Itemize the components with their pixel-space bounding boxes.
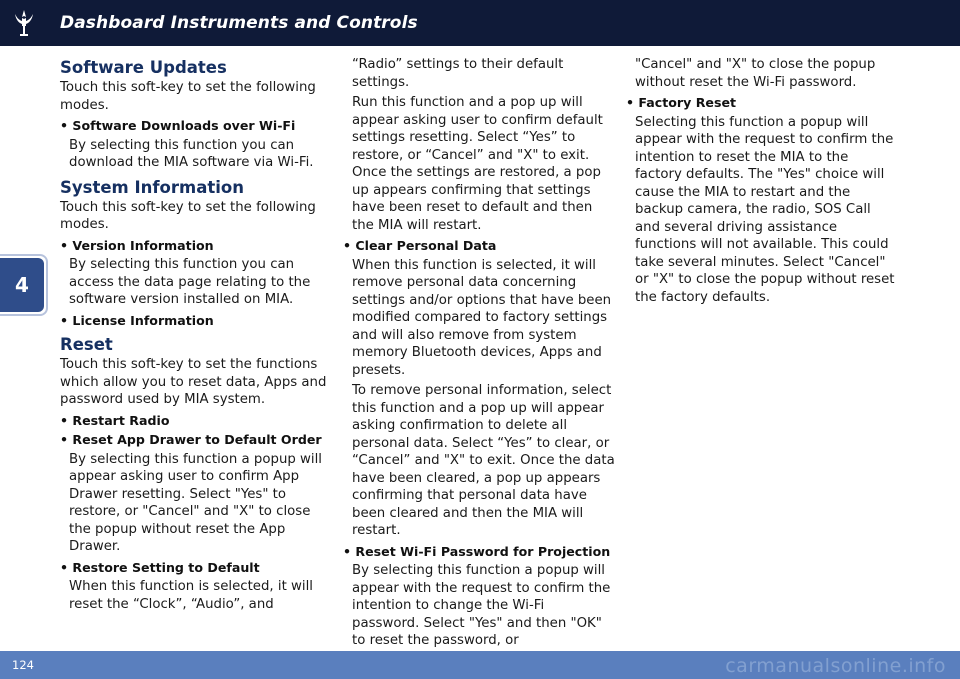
page-header xyxy=(0,0,960,46)
watermark: carmanualsonline.info xyxy=(725,655,946,677)
section-title-reset: Reset xyxy=(60,335,113,354)
paragraph: By selecting this function a popup will appear asking user to confirm App Drawer resetting. Select "Yes" to restore, or "Cancel" and "X" to close the popup without reset the App Drawer. xyxy=(69,451,322,554)
bullet-license-information: • License Information xyxy=(60,312,214,328)
paragraph: Touch this soft-key to set the following modes. xyxy=(60,80,316,113)
bullet-software-downloads: • Software Downloads over Wi-Fi xyxy=(60,118,296,133)
paragraph: Touch this soft-key to set the following modes. xyxy=(60,199,316,232)
bullet-reset-wifi-password: • Reset Wi-Fi Password for Projection xyxy=(343,543,611,559)
paragraph: Touch this soft-key to set the functions which allow you to reset data, Apps and password used by MIA system. xyxy=(60,357,327,407)
paragraph: By selecting this function you can access the data page relating to the software version installed on MIA. xyxy=(69,257,311,307)
paragraph: When this function is selected, it will remove personal data concerning settings and/or options that have been modified compared to factory settings and will also remove from system memory Bluetooth devices, Apps and presets. xyxy=(352,257,612,378)
section-title-system-information: System Information xyxy=(60,177,244,197)
header-title: Dashboard Instruments and Controls xyxy=(60,13,418,33)
column-3 xyxy=(626,56,896,309)
paragraph: By selecting this function a popup will appear with the request to confirm the intention to change the Wi-Fi password. Select "Yes" and then "OK" to reset the password, or xyxy=(352,563,611,648)
bullet-clear-personal-data: • Clear Personal Data xyxy=(343,238,497,253)
bullet-restore-setting: • Restore Setting to Default xyxy=(60,559,260,575)
chapter-tab: 4 xyxy=(0,258,44,312)
bullet-reset-app-drawer: • Reset App Drawer to Default Order xyxy=(60,432,322,447)
paragraph: By selecting this function you can download the MIA software via Wi-Fi. xyxy=(69,137,314,170)
section-title-software-updates: Software Updates xyxy=(60,58,227,77)
page-footer xyxy=(0,651,960,679)
paragraph: Selecting this function a popup will appear with the request to confirm the intention to reset the MIA to the factory defaults. The "Yes" choice will cause the MIA to restart and the backup camera, the radio, SOS Call and several driving assistance functions will not available. This could take several minutes. Select "Cancel" or "X" to close the popup without reset the factory defaults. xyxy=(635,114,895,305)
paragraph: “Radio” settings to their default settings. xyxy=(352,57,564,90)
column-1 xyxy=(60,56,330,616)
paragraph: "Cancel" and "X" to close the popup without reset the Wi-Fi password. xyxy=(635,57,876,90)
bullet-factory-reset: • Factory Reset xyxy=(626,95,737,110)
bullet-restart-radio: • Restart Radio xyxy=(60,412,170,428)
page-number: 124 xyxy=(12,658,34,672)
paragraph: When this function is selected, it will reset the “Clock”, “Audio”, and xyxy=(69,579,313,612)
paragraph: To remove personal information, select this function and a pop up will appear asking confirmation to delete all personal data. Select “Yes” to clear, or “Cancel” and "X" to exit. Once the data have been cleared, a pop up appears confirming that personal data have been cleared and then the MIA will restart. xyxy=(352,383,615,538)
paragraph: Run this function and a pop up will appear asking user to confirm default settings resetting. Select “Yes” to restore, or “Cancel” and "X" to exit. Once the settings are restored, a pop up appears confirming that settings have been reset to default and then the MIA will restart. xyxy=(352,95,603,233)
bullet-version-information: • Version Information xyxy=(60,237,214,253)
column-2 xyxy=(343,56,615,653)
trident-logo-icon xyxy=(0,0,48,46)
